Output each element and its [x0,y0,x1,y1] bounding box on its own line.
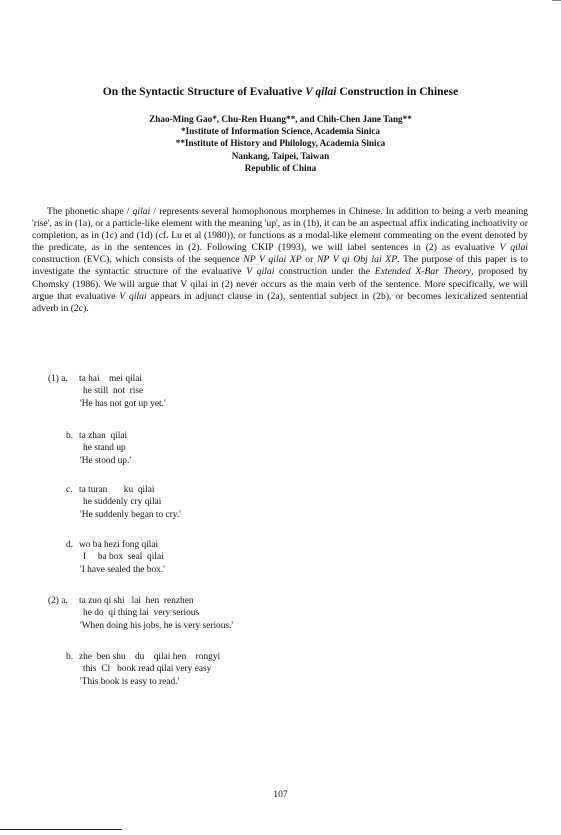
affiliation-1: *Institute of Information Science, Academia Sinica [180,126,381,137]
top-edge-mark [552,0,561,1]
abstract-italic: V qilai [499,242,528,254]
footer-rule [0,829,122,830]
example-label: (1) a. [48,374,68,384]
example-1b [48,430,428,467]
example-2b [48,651,428,688]
abstract-text: construction under the [274,266,375,278]
example-1a [48,373,428,410]
example-source: ta hai mei qilai [79,374,143,384]
example-2a [48,595,428,632]
example-gloss: he do qi thing lai very serious [83,608,200,619]
abstract-italic: V qilai [246,266,275,278]
example-label: (2) a. [48,596,68,606]
title-italic: V qilai [305,86,337,98]
example-1d [48,539,428,576]
example-label: b. [66,652,74,662]
example-gloss: this Cl book read qilai very easy [83,664,212,675]
author-block [0,113,561,174]
example-gloss: he stand up [83,443,126,454]
affiliation-3: Nankang, Taipei, Taiwan [231,150,330,161]
example-translation: 'When doing his jobs, he is very serious.' [80,620,234,631]
abstract-italic: qilai [132,206,151,217]
example-label: b. [66,431,74,441]
abstract [32,206,528,315]
abstract-italic: Extended X-Bar Theory [374,266,472,278]
paper-title [0,86,561,98]
example-translation: 'He suddenly began to cry.' [80,509,181,520]
authors: Zhao-Ming Gao*, Chu-Ren Huang**, and Chih-Chen Jane Tang** [149,114,412,124]
example-translation: 'This book is easy to read.' [80,676,180,687]
example-translation: 'He has not got up yet.' [80,398,166,409]
example-translation: 'I have sealed the box.' [80,564,165,575]
abstract-text: or [301,254,317,266]
example-label: c. [66,485,73,495]
example-1c [48,484,428,521]
page-number: 107 [273,789,288,800]
abstract-italic: NP V qilai XP [243,254,302,266]
example-source: ta turan ku qilai [79,485,155,495]
abstract-text: construction (EVC), which consists of the sequence [32,254,244,266]
example-source: ta zhan qilai [79,431,128,441]
example-translation: 'He stood up.' [80,455,132,466]
title-part-1: On the Syntactic Structure of Evaluative [102,86,306,98]
abstract-text: / represents several homophonous morphemes in Chinese. In addition to being a verb meaning 'rise', as in (1a), or a particle-like element with the meaning 'up', as in (1b), it can be an aspectual affix indicating inchoativity or completion, as in (1c) and (1d) (cf. Lu et al (1980)), or functions as a modal-like element commenting on the event denoted by the predicate, as in the sentences in (2). Following CKIP (1993), we will label sentences in (2) as evaluative [32,206,529,254]
example-source: zhe ben shu du qilai hen rongyi [79,652,221,662]
abstract-text: The phonetic shape / [47,206,133,217]
example-gloss: he suddenly cry qilai [83,497,162,508]
example-gloss: I ba box seal qilai [83,552,164,563]
abstract-text: appears in adjunct clause in (2a), sentential subject in (2b), or becomes lexicalized sentential adverb in (2c). [32,290,528,314]
abstract-paragraph [32,206,528,315]
affiliation-2: **Institute of History and Philology, Academia Sinica [175,138,386,149]
abstract-italic: V qilai [119,290,147,302]
example-gloss: he still not rise [83,386,144,397]
example-label: d. [66,540,74,550]
abstract-text: . The purpose of this paper is to investigate the syntactic structure of the evaluative [32,254,529,278]
abstract-italic: NP V qi Obj lai XP [316,254,398,266]
example-source: wo ba hezi fong qilai [79,540,159,550]
abstract-text: , proposed by Chomsky (1986). We will argue that V qilai in (2) never occurs as the main verb of the sentence. More specifically, we will argue that evaluative [32,266,528,302]
title-part-2: Construction in Chinese [336,86,459,98]
example-source: ta zuo qi shi lai hen renzhen [79,596,194,606]
affiliation-4: Republic of China [244,162,317,173]
